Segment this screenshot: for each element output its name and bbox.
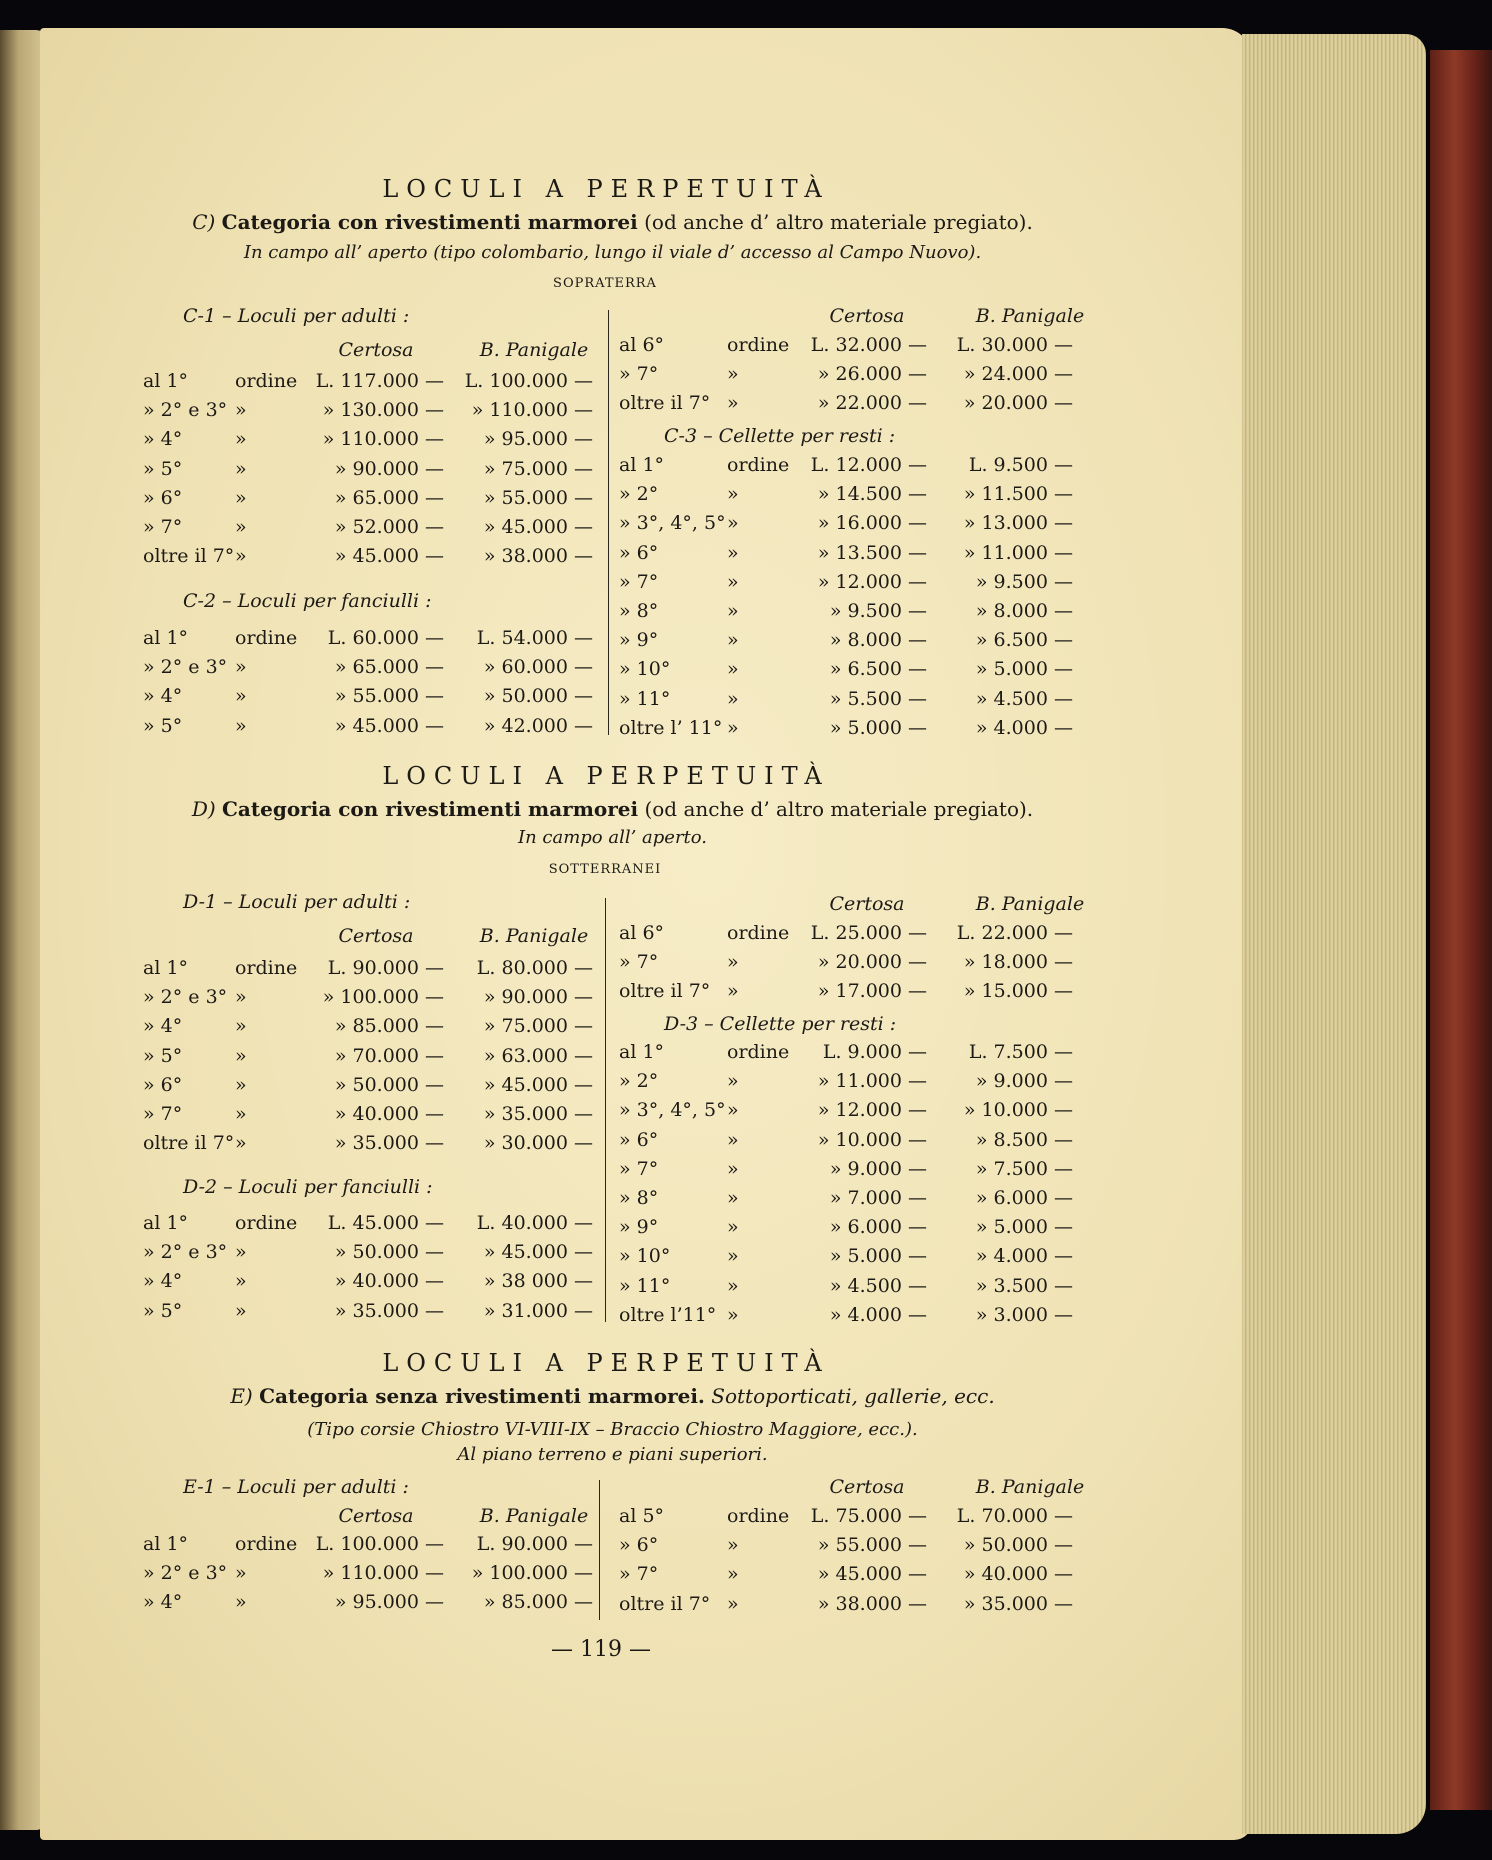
price-certosa: » 55.000 — <box>817 1534 927 1556</box>
price-panigale: » 8.000 — <box>975 600 1073 622</box>
row-level: » 9° <box>619 629 659 651</box>
row-level: » 9° <box>619 1216 659 1238</box>
price-certosa: » 12.000 — <box>817 571 927 593</box>
price-panigale: » 60.000 — <box>483 656 593 678</box>
price-certosa: » 17.000 — <box>817 980 927 1002</box>
header-panigale: B. Panigale <box>479 1505 589 1527</box>
row-order: » <box>235 1103 247 1125</box>
price-panigale: L. 7.500 — <box>968 1041 1073 1063</box>
row-level: al 1° <box>143 957 189 979</box>
row-level: » 6° <box>619 542 659 564</box>
row-order: » <box>727 1187 739 1209</box>
price-certosa: » 40.000 — <box>334 1270 444 1292</box>
row-level: » 8° <box>619 600 659 622</box>
price-certosa: » 110.000 — <box>322 1562 444 1584</box>
row-order: » <box>235 1045 247 1067</box>
row-order: » <box>727 1216 739 1238</box>
row-level: al 1° <box>619 1041 665 1063</box>
price-panigale: » 20.000 — <box>963 392 1073 414</box>
price-panigale: » 55.000 — <box>483 487 593 509</box>
price-certosa: » 6.000 — <box>829 1216 927 1238</box>
row-level: » 5° <box>143 715 183 737</box>
price-panigale: L. 54.000 — <box>476 627 593 649</box>
price-panigale: » 7.500 — <box>975 1158 1073 1180</box>
category-line <box>150 1384 1075 1408</box>
price-certosa: L. 75.000 — <box>810 1505 927 1527</box>
row-order: » <box>235 986 247 1008</box>
row-order: » <box>235 428 247 450</box>
price-certosa: » 110.000 — <box>322 428 444 450</box>
row-order: » <box>727 629 739 651</box>
row-level: » 4° <box>143 1591 183 1613</box>
price-panigale: » 45.000 — <box>483 516 593 538</box>
price-panigale: » 50.000 — <box>963 1534 1073 1556</box>
price-panigale: L. 70.000 — <box>956 1505 1073 1527</box>
price-certosa: » 35.000 — <box>334 1132 444 1154</box>
price-panigale: » 6.500 — <box>975 629 1073 651</box>
row-level: » 2° e 3° <box>143 399 228 421</box>
header-panigale: B. Panigale <box>975 893 1085 915</box>
row-order: » <box>727 1534 739 1556</box>
price-certosa: » 52.000 — <box>334 516 444 538</box>
row-level: al 1° <box>143 1533 189 1555</box>
group-label: C-2 – Loculi per fanciulli : <box>183 590 432 612</box>
price-panigale: L. 30.000 — <box>956 334 1073 356</box>
price-certosa: L. 117.000 — <box>315 370 444 392</box>
row-order: » <box>235 545 247 567</box>
row-level: » 4° <box>143 428 183 450</box>
row-level: oltre il 7° <box>619 980 711 1002</box>
row-order: » <box>235 487 247 509</box>
price-certosa: L. 60.000 — <box>327 627 444 649</box>
price-panigale: L. 100.000 — <box>464 370 593 392</box>
price-panigale: L. 90.000 — <box>476 1533 593 1555</box>
row-level: oltre l’11° <box>619 1304 717 1326</box>
price-certosa: » 40.000 — <box>334 1103 444 1125</box>
category-title: Categoria senza rivestimenti marmorei. <box>259 1384 705 1408</box>
position-label: SOPRATERRA <box>553 276 657 291</box>
row-level: » 7° <box>143 1103 183 1125</box>
price-certosa: » 70.000 — <box>334 1045 444 1067</box>
row-level: » 3°, 4°, 5° <box>619 512 726 534</box>
price-certosa: » 11.000 — <box>817 1070 927 1092</box>
price-certosa: » 5.500 — <box>829 688 927 710</box>
price-certosa: » 4.000 — <box>829 1304 927 1326</box>
row-level: al 1° <box>143 1212 189 1234</box>
row-order: » <box>727 512 739 534</box>
price-panigale: » 30.000 — <box>483 1132 593 1154</box>
price-panigale: » 9.500 — <box>975 571 1073 593</box>
row-level: » 6° <box>619 1534 659 1556</box>
row-order: » <box>727 1304 739 1326</box>
row-order: » <box>235 399 247 421</box>
price-certosa: » 95.000 — <box>334 1591 444 1613</box>
price-panigale: L. 80.000 — <box>476 957 593 979</box>
header-panigale: B. Panigale <box>975 1476 1085 1498</box>
price-panigale: L. 22.000 — <box>956 922 1073 944</box>
price-panigale: » 5.000 — <box>975 658 1073 680</box>
row-order: » <box>235 1074 247 1096</box>
row-level: » 10° <box>619 1245 671 1267</box>
section-subtitle: (Tipo corsie Chiostro VI-VIII-IX – Braccio Chiostro Maggiore, ecc.). <box>307 1419 918 1440</box>
category-note: Sottoporticati, gallerie, ecc. <box>711 1384 995 1408</box>
row-level: al 1° <box>143 627 189 649</box>
row-level: » 6° <box>619 1129 659 1151</box>
price-certosa: L. 100.000 — <box>315 1533 444 1555</box>
row-level: » 2° e 3° <box>143 656 228 678</box>
row-order: » <box>727 1275 739 1297</box>
group-label: C-3 – Cellette per resti : <box>664 425 896 447</box>
price-certosa: L. 32.000 — <box>810 334 927 356</box>
header-panigale: B. Panigale <box>479 339 589 361</box>
price-panigale: » 45.000 — <box>483 1241 593 1263</box>
price-panigale: » 10.000 — <box>963 1099 1073 1121</box>
row-order: » <box>727 1070 739 1092</box>
row-level: al 1° <box>619 454 665 476</box>
price-panigale: » 4.000 — <box>975 1245 1073 1267</box>
row-level: » 2° e 3° <box>143 986 228 1008</box>
header-certosa: Certosa <box>338 1505 414 1527</box>
price-certosa: » 5.000 — <box>829 1245 927 1267</box>
row-order: » <box>727 600 739 622</box>
row-order: » <box>727 1563 739 1585</box>
category-note: (od anche d’ altro materiale pregiato). <box>644 210 1033 234</box>
row-order: » <box>727 392 739 414</box>
row-level: » 7° <box>619 1563 659 1585</box>
price-certosa: » 90.000 — <box>334 458 444 480</box>
category-line <box>150 210 1075 234</box>
group-label: D-2 – Loculi per fanciulli : <box>183 1176 433 1198</box>
price-panigale: » 75.000 — <box>483 458 593 480</box>
row-order: » <box>235 715 247 737</box>
section-subtitle-2: Al piano terreno e piani superiori. <box>457 1444 768 1465</box>
price-panigale: » 13.000 — <box>963 512 1073 534</box>
row-level: » 4° <box>143 1270 183 1292</box>
header-certosa: Certosa <box>829 893 905 915</box>
price-certosa: L. 25.000 — <box>810 922 927 944</box>
price-certosa: » 9.500 — <box>829 600 927 622</box>
row-order: » <box>235 458 247 480</box>
category-title: Categoria con rivestimenti marmorei <box>221 210 638 234</box>
price-certosa: L. 9.000 — <box>822 1041 927 1063</box>
row-level: » 7° <box>619 363 659 385</box>
row-order: » <box>235 1562 247 1584</box>
price-certosa: » 12.000 — <box>817 1099 927 1121</box>
price-panigale: » 35.000 — <box>483 1103 593 1125</box>
price-panigale: » 4.500 — <box>975 688 1073 710</box>
price-panigale: » 95.000 — <box>483 428 593 450</box>
row-order: » <box>235 656 247 678</box>
position-label: SOTTERRANEI <box>548 862 662 877</box>
row-order: » <box>727 688 739 710</box>
price-certosa: » 5.000 — <box>829 717 927 739</box>
price-certosa: » 14.500 — <box>817 483 927 505</box>
row-level: » 2° e 3° <box>143 1241 228 1263</box>
category-note: (od anche d’ altro materiale pregiato). <box>644 797 1034 821</box>
price-certosa: » 65.000 — <box>334 656 444 678</box>
row-level: al 6° <box>619 334 665 356</box>
row-order: » <box>727 363 739 385</box>
price-certosa: » 45.000 — <box>334 715 444 737</box>
row-order: ordine <box>727 334 790 356</box>
price-panigale: » 38 000 — <box>483 1270 593 1292</box>
row-level: oltre il 7° <box>143 1132 235 1154</box>
row-level: » 7° <box>143 516 183 538</box>
price-certosa: L. 45.000 — <box>327 1212 444 1234</box>
row-level: » 5° <box>143 458 183 480</box>
row-level: al 1° <box>143 370 189 392</box>
header-certosa: Certosa <box>338 925 414 947</box>
row-level: » 11° <box>619 1275 671 1297</box>
section-title: LOCULI A PERPETUITÀ <box>382 175 830 203</box>
row-order: » <box>235 1015 247 1037</box>
row-level: oltre il 7° <box>143 545 235 567</box>
section-title: LOCULI A PERPETUITÀ <box>382 1349 830 1377</box>
price-certosa: » 22.000 — <box>817 392 927 414</box>
row-level: » 7° <box>619 1158 659 1180</box>
row-order: ordine <box>235 370 298 392</box>
price-certosa: » 50.000 — <box>334 1074 444 1096</box>
header-panigale: B. Panigale <box>479 925 589 947</box>
row-level: » 5° <box>143 1300 183 1322</box>
row-level: oltre il 7° <box>619 1593 711 1615</box>
category-title: Categoria con rivestimenti marmorei <box>222 797 639 821</box>
category-letter: D) <box>191 797 216 821</box>
row-order: » <box>727 542 739 564</box>
price-certosa: » 85.000 — <box>334 1015 444 1037</box>
row-level: » 10° <box>619 658 671 680</box>
price-panigale: » 3.000 — <box>975 1304 1073 1326</box>
price-panigale: » 42.000 — <box>483 715 593 737</box>
section-title: LOCULI A PERPETUITÀ <box>382 762 830 790</box>
row-order: » <box>727 658 739 680</box>
group-label: D-3 – Cellette per resti : <box>664 1013 897 1035</box>
row-order: ordine <box>727 1505 790 1527</box>
price-certosa: » 130.000 — <box>322 399 444 421</box>
price-certosa: L. 90.000 — <box>327 957 444 979</box>
price-certosa: » 9.000 — <box>829 1158 927 1180</box>
category-line <box>150 797 1075 821</box>
section-subtitle: In campo all’ aperto (tipo colombario, lungo il viale d’ accesso al Campo Nuovo). <box>243 242 982 263</box>
price-panigale: » 5.000 — <box>975 1216 1073 1238</box>
price-panigale: » 3.500 — <box>975 1275 1073 1297</box>
row-order: ordine <box>727 1041 790 1063</box>
row-level: » 2° <box>619 1070 659 1092</box>
price-panigale: » 110.000 — <box>471 399 593 421</box>
row-level: » 3°, 4°, 5° <box>619 1099 726 1121</box>
row-level: » 2° e 3° <box>143 1562 228 1584</box>
row-order: » <box>727 980 739 1002</box>
row-order: » <box>727 1245 739 1267</box>
row-order: » <box>727 951 739 973</box>
price-certosa: » 4.500 — <box>829 1275 927 1297</box>
price-panigale: » 63.000 — <box>483 1045 593 1067</box>
column-divider <box>599 1480 600 1620</box>
price-certosa: » 7.000 — <box>829 1187 927 1209</box>
price-panigale: » 24.000 — <box>963 363 1073 385</box>
price-certosa: » 20.000 — <box>817 951 927 973</box>
row-order: ordine <box>235 1533 298 1555</box>
row-level: » 2° <box>619 483 659 505</box>
header-certosa: Certosa <box>829 1476 905 1498</box>
price-panigale: » 6.000 — <box>975 1187 1073 1209</box>
price-panigale: L. 40.000 — <box>476 1212 593 1234</box>
row-order: » <box>235 1270 247 1292</box>
row-level: al 6° <box>619 922 665 944</box>
price-certosa: » 8.000 — <box>829 629 927 651</box>
row-order: » <box>235 1300 247 1322</box>
price-panigale: » 85.000 — <box>483 1591 593 1613</box>
row-level: oltre il 7° <box>619 392 711 414</box>
price-certosa: » 6.500 — <box>829 658 927 680</box>
price-certosa: » 100.000 — <box>322 986 444 1008</box>
row-level: » 4° <box>143 685 183 707</box>
section-subtitle: In campo all’ aperto. <box>517 827 708 848</box>
price-certosa: » 35.000 — <box>334 1300 444 1322</box>
price-panigale: » 11.000 — <box>963 542 1073 564</box>
group-label: E-1 – Loculi per adulti : <box>183 1476 409 1498</box>
row-order: » <box>727 483 739 505</box>
row-level: » 11° <box>619 688 671 710</box>
price-panigale: » 9.000 — <box>975 1070 1073 1092</box>
row-order: » <box>727 717 739 739</box>
price-panigale: L. 9.500 — <box>968 454 1073 476</box>
row-order: » <box>235 516 247 538</box>
row-level: » 7° <box>619 571 659 593</box>
page-number: — 119 — <box>551 1637 651 1662</box>
price-panigale: » 8.500 — <box>975 1129 1073 1151</box>
category-letter: E) <box>230 1384 253 1408</box>
row-order: » <box>235 1241 247 1263</box>
row-level: oltre l’ 11° <box>619 717 723 739</box>
row-order: ordine <box>235 957 298 979</box>
price-certosa: » 26.000 — <box>817 363 927 385</box>
row-order: » <box>727 1099 739 1121</box>
price-panigale: » 50.000 — <box>483 685 593 707</box>
price-certosa: » 45.000 — <box>334 545 444 567</box>
price-certosa: L. 12.000 — <box>810 454 927 476</box>
row-order: ordine <box>727 922 790 944</box>
price-panigale: » 15.000 — <box>963 980 1073 1002</box>
column-divider <box>608 310 609 735</box>
group-label: D-1 – Loculi per adulti : <box>183 891 411 913</box>
price-certosa: » 16.000 — <box>817 512 927 534</box>
row-level: » 5° <box>143 1045 183 1067</box>
price-certosa: » 10.000 — <box>817 1129 927 1151</box>
group-label: C-1 – Loculi per adulti : <box>183 305 410 327</box>
row-order: » <box>727 1129 739 1151</box>
row-order: » <box>727 571 739 593</box>
row-level: » 7° <box>619 951 659 973</box>
price-panigale: » 90.000 — <box>483 986 593 1008</box>
row-level: » 6° <box>143 1074 183 1096</box>
header-certosa: Certosa <box>338 339 414 361</box>
price-certosa: » 65.000 — <box>334 487 444 509</box>
row-level: » 8° <box>619 1187 659 1209</box>
row-order: ordine <box>235 1212 298 1234</box>
price-panigale: » 11.500 — <box>963 483 1073 505</box>
price-panigale: » 35.000 — <box>963 1593 1073 1615</box>
price-panigale: » 100.000 — <box>471 1562 593 1584</box>
header-certosa: Certosa <box>829 305 905 327</box>
row-order: » <box>727 1593 739 1615</box>
row-level: al 5° <box>619 1505 665 1527</box>
price-certosa: » 13.500 — <box>817 542 927 564</box>
price-panigale: » 75.000 — <box>483 1015 593 1037</box>
header-panigale: B. Panigale <box>975 305 1085 327</box>
price-panigale: » 18.000 — <box>963 951 1073 973</box>
row-order: ordine <box>727 454 790 476</box>
price-certosa: » 50.000 — <box>334 1241 444 1263</box>
category-letter: C) <box>192 210 216 234</box>
price-panigale: » 4.000 — <box>975 717 1073 739</box>
price-certosa: » 45.000 — <box>817 1563 927 1585</box>
row-order: » <box>235 1591 247 1613</box>
row-order: ordine <box>235 627 298 649</box>
price-certosa: » 38.000 — <box>817 1593 927 1615</box>
row-level: » 4° <box>143 1015 183 1037</box>
row-order: » <box>235 685 247 707</box>
row-order: » <box>235 1132 247 1154</box>
column-divider <box>605 898 606 1322</box>
row-level: » 6° <box>143 487 183 509</box>
price-certosa: » 55.000 — <box>334 685 444 707</box>
row-order: » <box>727 1158 739 1180</box>
price-panigale: » 38.000 — <box>483 545 593 567</box>
price-panigale: » 40.000 — <box>963 1563 1073 1585</box>
price-panigale: » 45.000 — <box>483 1074 593 1096</box>
price-panigale: » 31.000 — <box>483 1300 593 1322</box>
